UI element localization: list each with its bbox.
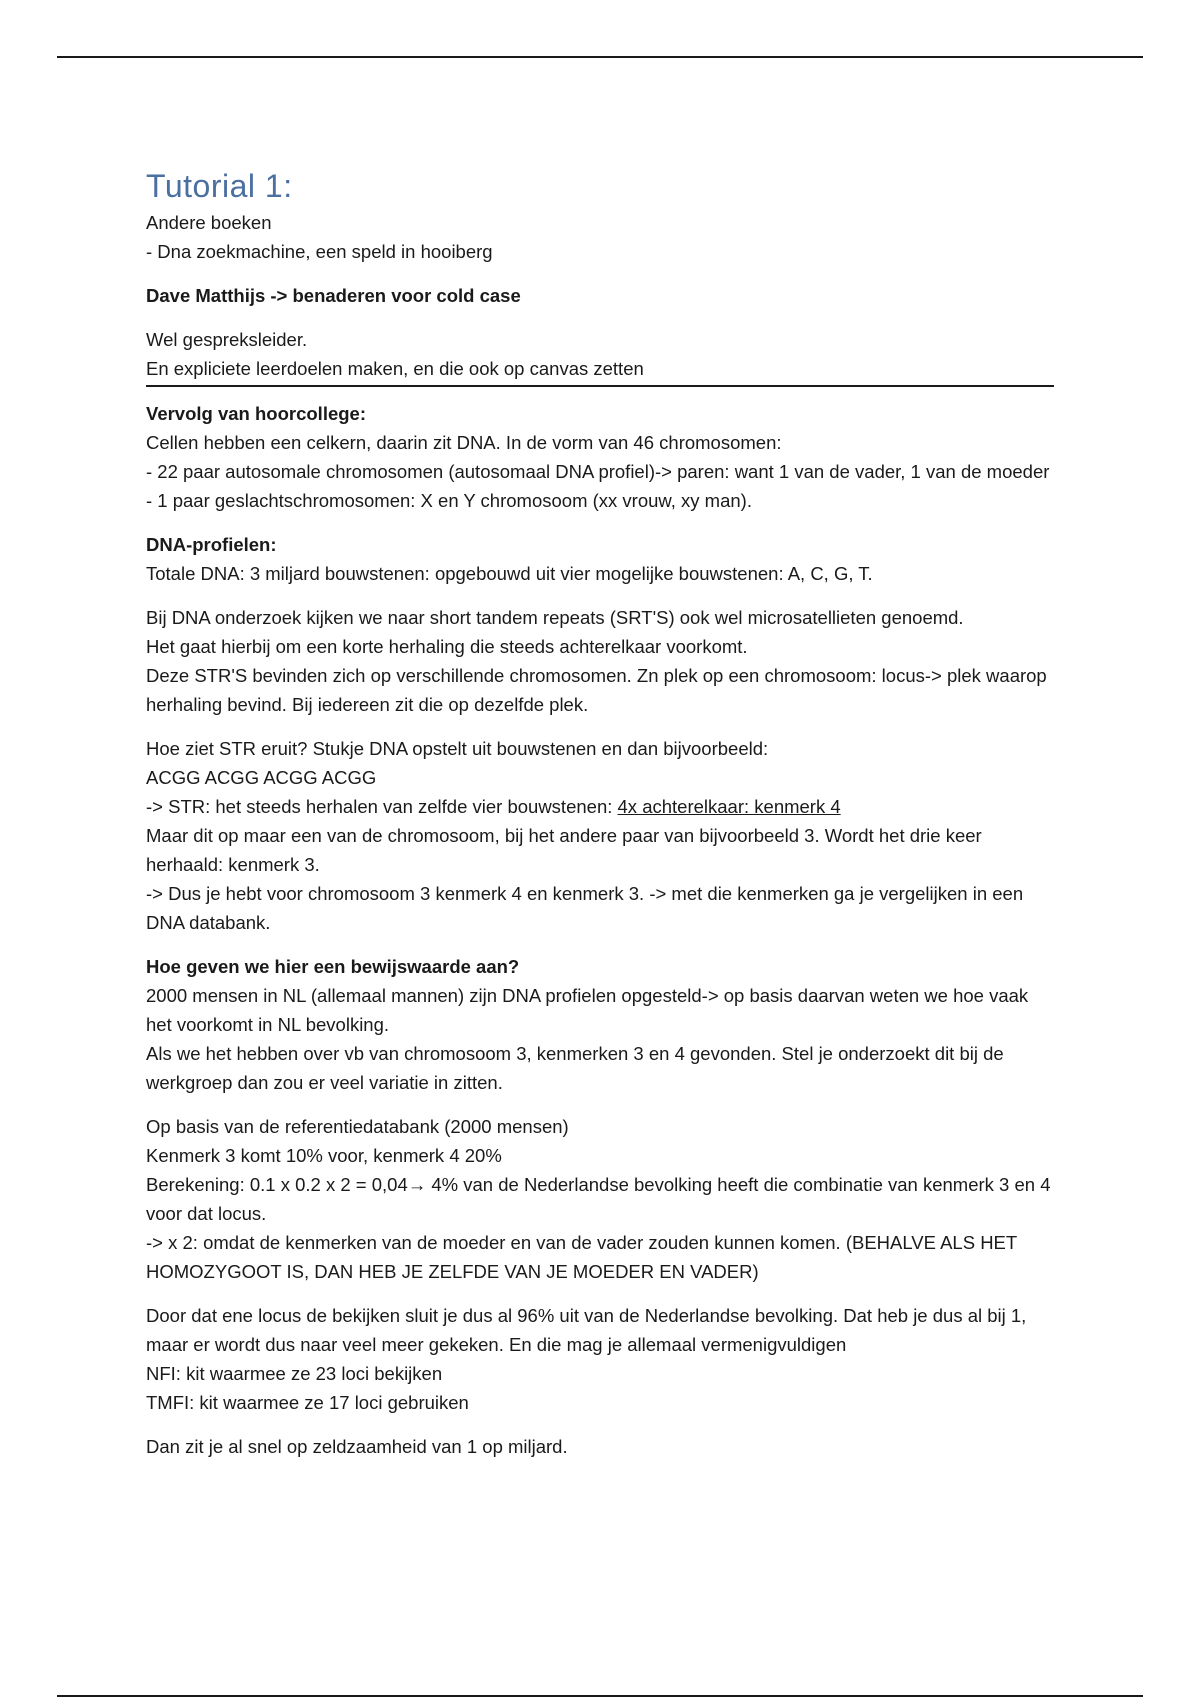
paragraph-line: Als we het hebben over vb van chromosoom 3, kenmerken 3 en 4 gevonden. Stel je onderzoekt dit bij de werkgroep dan zou er veel variatie in zitten. xyxy=(146,1043,1004,1093)
paragraph-line: Door dat ene locus de bekijken sluit je dus al 96% uit van de Nederlandse bevolking. Dat heb je dus al bij 1, maar er wordt dus naar veel meer gekeken. En die mag je allemaal vermenigvuldigen xyxy=(146,1305,1027,1355)
paragraph-line: Cellen hebben een celkern, daarin zit DNA. In de vorm van 46 chromosomen: xyxy=(146,432,782,453)
paragraph-line: Deze STR'S bevinden zich op verschillende chromosomen. Zn plek op een chromosoom: locus-> plek waarop herhaling bevind. Bij iedereen zit die op dezelfde plek. xyxy=(146,665,1047,715)
paragraph-line: - 22 paar autosomale chromosomen (autosomaal DNA profiel)-> paren: want 1 van de vader, 1 van de moeder xyxy=(146,461,1050,482)
paragraph-line: Kenmerk 3 komt 10% voor, kenmerk 4 20% xyxy=(146,1145,502,1166)
underlined-kenmerk: 4x achterelkaar: kenmerk 4 xyxy=(617,796,841,817)
paragraph-line: Bij DNA onderzoek kijken we naar short tandem repeats (SRT'S) ook wel microsatellieten genoemd. xyxy=(146,607,964,628)
paragraph-line: Maar dit op maar een van de chromosoom, bij het andere paar van bijvoorbeeld 3. Wordt het drie keer herhaald: kenmerk 3. xyxy=(146,825,982,875)
paragraph-line xyxy=(146,792,1054,821)
page-top-rule xyxy=(57,56,1143,58)
paragraph-line: Hoe ziet STR eruit? Stukje DNA opstelt uit bouwstenen en dan bijvoorbeeld: xyxy=(146,738,769,759)
intro-line: - Dna zoekmachine, een speld in hooiberg xyxy=(146,241,493,262)
intro-line: En expliciete leerdoelen maken, en die ook op canvas zetten xyxy=(146,358,644,379)
intro-bold-line: Dave Matthijs -> benaderen voor cold case xyxy=(146,285,521,306)
paragraph-line: -> x 2: omdat de kenmerken van de moeder en van de vader zouden kunnen komen. (BEHALVE ALS HET HOMOZYGOOT IS, DAN HEB JE ZELFDE VAN JE MOEDER EN VADER) xyxy=(146,1232,1017,1282)
page-bottom-rule xyxy=(57,1695,1143,1697)
paragraph-line: Het gaat hierbij om een korte herhaling die steeds achterelkaar voorkomt. xyxy=(146,636,748,657)
paragraph-line: Totale DNA: 3 miljard bouwstenen: opgebouwd uit vier mogelijke bouwstenen: A, C, G, T. xyxy=(146,563,873,584)
section-heading: DNA-profielen: xyxy=(146,534,277,555)
section-heading: Hoe geven we hier een bewijswaarde aan? xyxy=(146,956,520,977)
document-title: Tutorial 1: xyxy=(146,168,293,204)
intro-line: Andere boeken xyxy=(146,212,272,233)
paragraph-line: - 1 paar geslachtschromosomen: X en Y chromosoom (xx vrouw, xy man). xyxy=(146,490,752,511)
paragraph-line: 2000 mensen in NL (allemaal mannen) zijn DNA profielen opgesteld-> op basis daarvan weten we hoe vaak het voorkomt in NL bevolking. xyxy=(146,985,1029,1035)
paragraph-line: NFI: kit waarmee ze 23 loci bekijken xyxy=(146,1363,443,1384)
paragraph-line: Dan zit je al snel op zeldzaamheid van 1 op miljard. xyxy=(146,1436,568,1457)
document-body xyxy=(146,166,1054,1461)
section-divider xyxy=(146,385,1054,387)
dna-sequence: ACGG ACGG ACGG ACGG xyxy=(146,767,377,788)
section-heading: Vervolg van hoorcollege: xyxy=(146,403,367,424)
paragraph-line: -> Dus je hebt voor chromosoom 3 kenmerk 4 en kenmerk 3. -> met die kenmerken ga je vergelijken in een DNA databank. xyxy=(146,883,1024,933)
paragraph-line: Berekening: 0.1 x 0.2 x 2 = 0,04→ 4% van de Nederlandse bevolking heeft die combinatie van kenmerk 3 en 4 voor dat locus. xyxy=(146,1174,1051,1224)
str-prefix: -> STR: het steeds herhalen van zelfde vier bouwstenen: xyxy=(146,796,618,817)
intro-line: Wel gespreksleider. xyxy=(146,329,308,350)
paragraph-line: Op basis van de referentiedatabank (2000 mensen) xyxy=(146,1116,569,1137)
paragraph-line: TMFI: kit waarmee ze 17 loci gebruiken xyxy=(146,1392,469,1413)
